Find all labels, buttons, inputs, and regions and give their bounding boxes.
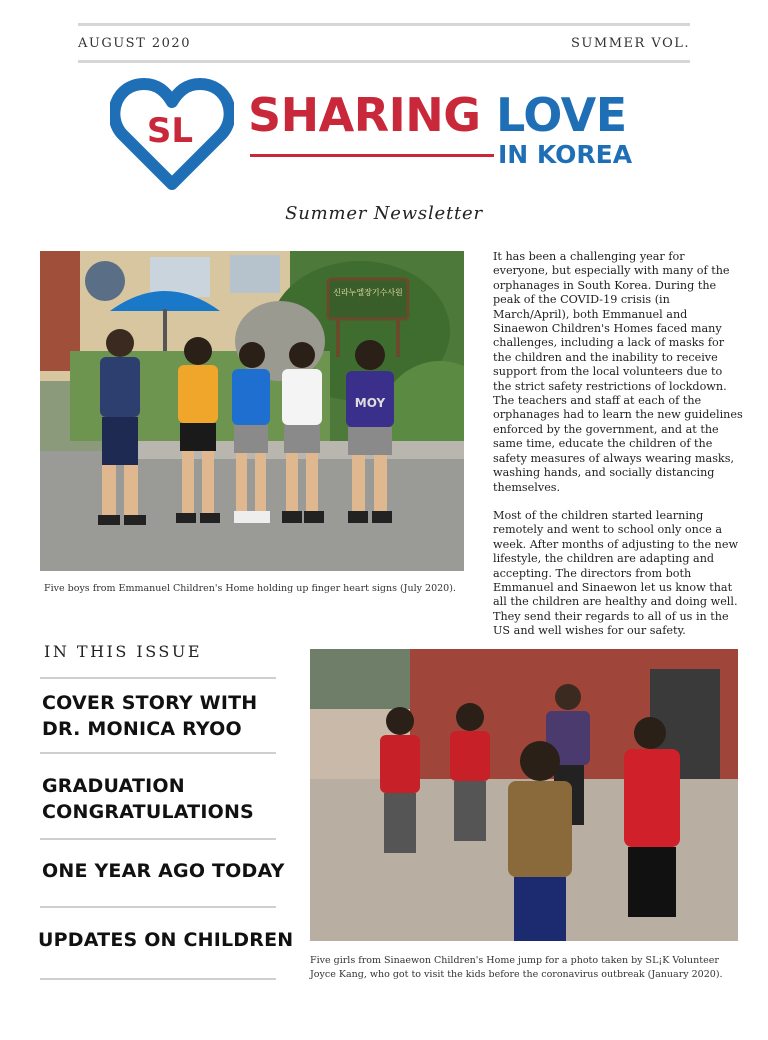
issue-date: AUGUST 2020 (78, 36, 191, 51)
issue-item-line: CONGRATULATIONS (42, 801, 254, 823)
logo-underline (250, 154, 494, 157)
issue-divider (40, 677, 276, 679)
issue-item-updates[interactable] (38, 927, 293, 953)
girls-photo-caption (310, 954, 723, 982)
issue-item-line: UPDATES ON CHILDREN (38, 929, 294, 951)
girls-photo-image (310, 649, 738, 941)
girls-caption-line-1: Five girls from Sinaewon Children's Home jump for a photo taken by SL¡K Volunteer (310, 955, 719, 966)
boys-photo-image (40, 251, 464, 571)
article-paragraph-1: It has been a challenging year for everyone, but especially with many of the orphanages in South Korea. During the peak of the COVID-19 crisis (in March/April), both Emmanuel and Sinaewon Children's Homes faced many challenges, including a lack of masks for the children and the inability to receive support from the local volunteers due to the strict safety restrictions of lockdown. The teachers and staff at each of the orphanages had to learn the new guidelines enforced by the government, and at the same time, educate the children of the safety measures of always wearing masks, washing hands, and socially distancing themselves. (493, 250, 743, 494)
logo-wordmark (248, 88, 627, 142)
in-this-issue-heading: IN THIS ISSUE (44, 642, 203, 661)
issue-item-graduation[interactable] (42, 773, 254, 825)
issue-divider (40, 906, 276, 908)
issue-item-line: GRADUATION (42, 775, 185, 797)
logo-word-sharing: SHARING (248, 88, 481, 142)
article-body (493, 250, 743, 653)
issue-item-line: COVER STORY WITH (42, 692, 258, 714)
issue-item-one-year-ago[interactable] (42, 858, 285, 884)
girls-photo (310, 649, 738, 941)
logo (110, 76, 670, 192)
issue-item-line: ONE YEAR AGO TODAY (42, 860, 285, 882)
issue-divider (40, 838, 276, 840)
boys-photo (40, 251, 464, 571)
issue-item-cover-story[interactable] (42, 690, 257, 742)
issue-item-line: DR. MONICA RYOO (42, 718, 242, 740)
logo-tagline: IN KOREA (498, 140, 633, 169)
logo-word-love: LOVE (496, 88, 627, 142)
top-rule (78, 23, 690, 26)
issue-volume: SUMMER VOL. (571, 36, 690, 51)
sign-text: 신라누엘장기수사원 (333, 288, 403, 297)
header-rule (78, 60, 690, 63)
heart-logo-icon (110, 76, 234, 192)
logo-monogram: SL (146, 111, 194, 151)
jersey-text: MOY (354, 396, 386, 410)
issue-divider (40, 752, 276, 754)
article-paragraph-2: Most of the children started learning remotely and went to school only once a week. After months of adjusting to the new lifestyle, the children are adapting and accepting. The directors from both Emmanuel and Sinaewon let us know that all the children are healthy and doing well. They send their regards to all of us in the US and well wishes for our safety. (493, 508, 739, 638)
newsletter-title: Summer Newsletter (285, 203, 483, 224)
boys-photo-caption: Five boys from Emmanuel Children's Home holding up finger heart signs (July 2020). (44, 583, 456, 594)
girls-caption-line-2: Joyce Kang, who got to visit the kids before the coronavirus outbreak (January 2020). (310, 969, 723, 980)
issue-divider (40, 978, 276, 980)
